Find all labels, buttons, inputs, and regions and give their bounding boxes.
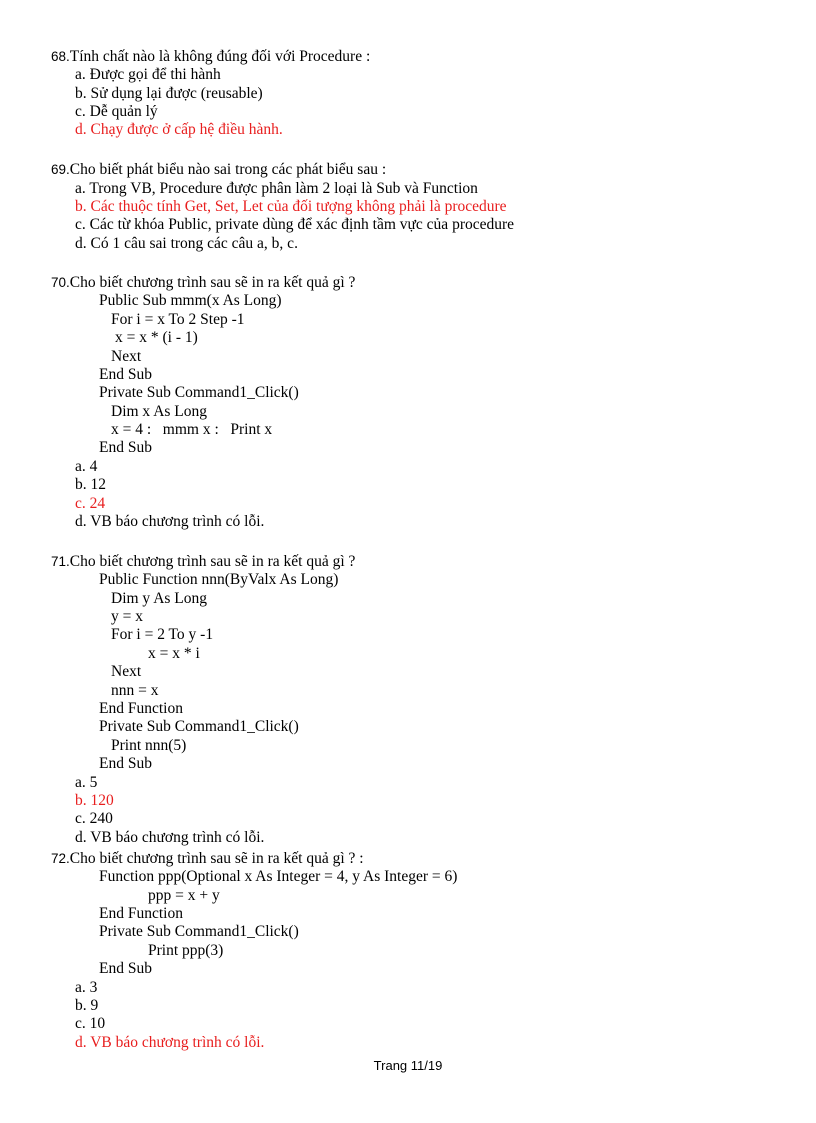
question-71-code-line: For i = 2 To y -1	[111, 626, 214, 643]
question-70-code-line: Public Sub mmm(x As Long)	[99, 292, 282, 309]
question-70-code-line: End Sub	[99, 366, 152, 383]
question-69-heading	[51, 161, 386, 179]
page-footer: Trang 11/19	[373, 1058, 443, 1073]
question-70-option-d: d. VB báo chương trình có lỗi.	[75, 513, 265, 530]
question-71-code-line: x = x * i	[148, 645, 200, 662]
question-71-number: 71.	[51, 554, 70, 569]
question-71-option-d: d. VB báo chương trình có lỗi.	[75, 829, 265, 846]
question-71-code-line: Dim y As Long	[111, 590, 208, 607]
question-70-code-line: Dim x As Long	[111, 403, 208, 420]
question-70-code-line: x = 4 : mmm x : Print x	[111, 421, 273, 438]
question-70-code-line: For i = x To 2 Step -1	[111, 311, 245, 328]
question-71-code-line: End Sub	[99, 755, 152, 772]
question-68-option-c: c. Dễ quản lý	[75, 103, 158, 120]
question-71-option-c: c. 240	[75, 810, 113, 827]
question-72-option-d-answer: d. VB báo chương trình có lỗi.	[75, 1034, 265, 1051]
question-71-code-line: y = x	[111, 608, 143, 625]
question-72-code-line: Print ppp(3)	[148, 942, 224, 959]
question-72-code-line: Function ppp(Optional x As Integer = 4, y As Integer = 6)	[99, 868, 458, 885]
question-68-option-d-answer: d. Chạy được ở cấp hệ điều hành.	[75, 121, 283, 138]
question-70-option-a: a. 4	[75, 458, 98, 475]
question-71-code-line: Public Function nnn(ByValx As Long)	[99, 571, 339, 588]
question-71-heading	[51, 553, 355, 571]
question-72-option-a: a. 3	[75, 979, 98, 996]
question-71-option-a: a. 5	[75, 774, 98, 791]
question-69-text: Cho biết phát biểu nào sai trong các phát biểu sau :	[69, 161, 387, 178]
question-72-heading	[51, 850, 364, 868]
question-72-code-line: End Function	[99, 905, 183, 922]
question-70-option-c-answer: c. 24	[75, 495, 106, 512]
question-71-code-line: End Function	[99, 700, 183, 717]
question-68-option-b: b. Sử dụng lại được (reusable)	[75, 85, 263, 102]
question-68-text: Tính chất nào là không đúng đối với Procedure :	[69, 48, 371, 65]
question-72-option-c: c. 10	[75, 1015, 106, 1032]
question-69-option-d: d. Có 1 câu sai trong các câu a, b, c.	[75, 235, 298, 252]
question-72-option-b: b. 9	[75, 997, 99, 1014]
question-68-number: 68.	[51, 49, 70, 64]
question-70-heading	[51, 274, 355, 292]
question-71-code-line: nnn = x	[111, 682, 159, 699]
question-71-code-line: Next	[111, 663, 142, 680]
question-72-code-line: ppp = x + y	[148, 887, 220, 904]
question-72-code-line: Private Sub Command1_Click()	[99, 923, 299, 940]
question-70-code-line: Private Sub Command1_Click()	[99, 384, 299, 401]
question-71-option-b-answer: b. 120	[75, 792, 114, 809]
question-70-code-line: x = x * (i - 1)	[115, 329, 198, 346]
question-70-text: Cho biết chương trình sau sẽ in ra kết quả gì ?	[69, 274, 356, 291]
question-69-option-b-answer: b. Các thuộc tính Get, Set, Let của đối tượng không phải là procedure	[75, 198, 507, 215]
question-70-number: 70.	[51, 275, 70, 290]
question-71-text: Cho biết chương trình sau sẽ in ra kết quả gì ?	[69, 553, 356, 570]
question-72-text: Cho biết chương trình sau sẽ in ra kết quả gì ? :	[69, 850, 364, 867]
question-69-number: 69.	[51, 162, 70, 177]
question-71-code-line: Private Sub Command1_Click()	[99, 718, 299, 735]
question-70-option-b: b. 12	[75, 476, 106, 493]
question-70-code-line: End Sub	[99, 439, 152, 456]
question-70-code-line: Next	[111, 348, 142, 365]
question-69-option-a: a. Trong VB, Procedure được phân làm 2 loại là Sub và Function	[75, 180, 478, 197]
question-68-heading	[51, 48, 370, 66]
question-71-code-line: Print nnn(5)	[111, 737, 187, 754]
question-72-number: 72.	[51, 851, 70, 866]
question-72-code-line: End Sub	[99, 960, 152, 977]
question-69-option-c: c. Các từ khóa Public, private dùng để xác định tầm vực của procedure	[75, 216, 515, 233]
question-68-option-a: a. Được gọi để thi hành	[75, 66, 221, 83]
